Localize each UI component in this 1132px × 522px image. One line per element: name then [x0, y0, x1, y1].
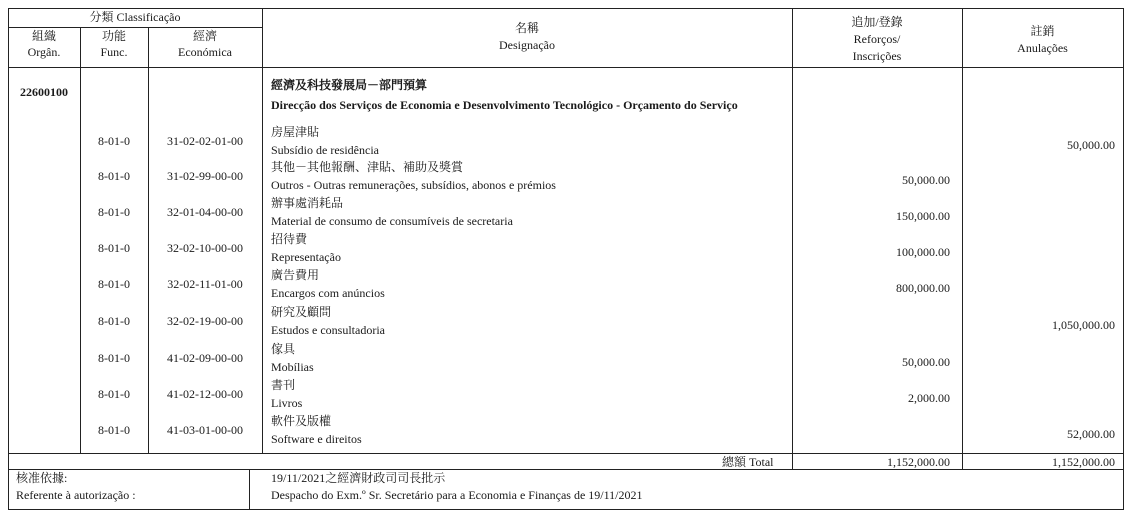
rule-total-label — [249, 469, 250, 510]
authorization-label-pt: Referente à autorização : — [16, 488, 136, 502]
authorization-label-zh: 核准依據: — [16, 471, 68, 485]
rule-top — [8, 8, 1124, 9]
classification-heading: 分類 Classificação — [89, 10, 181, 24]
rule-right — [1123, 8, 1124, 510]
item-name-pt: Outros - Outras remunerações, subsídios, abonos e prémios — [271, 178, 556, 192]
rule-economica — [262, 8, 263, 454]
functional-code: 8-01-0 — [98, 387, 130, 401]
anulacao-amount: 52,000.00 — [1067, 427, 1115, 441]
reforco-amount: 800,000.00 — [896, 281, 950, 295]
anulacao-amount: 50,000.00 — [1067, 138, 1115, 152]
authorization-text-pt: Despacho do Exm.º Sr. Secretário para a Economia e Finanças de 19/11/2021 — [271, 488, 643, 502]
total-label: 總額 Total — [722, 455, 774, 469]
economic-code: 41-03-01-00-00 — [167, 423, 243, 437]
item-name-pt: Mobílias — [271, 360, 314, 374]
anulacao-amount: 1,050,000.00 — [1052, 318, 1115, 332]
item-name-pt: Subsídio de residência — [271, 143, 379, 157]
rule-left — [8, 8, 9, 510]
item-name-pt: Representação — [271, 250, 341, 264]
economic-code: 31-02-02-01-00 — [167, 134, 243, 148]
funcional-heading-zh: 功能 — [101, 29, 126, 43]
anulacoes-heading-pt: Anulações — [1017, 41, 1068, 55]
economic-code: 32-02-10-00-00 — [167, 241, 243, 255]
rule-header-bottom — [8, 67, 1124, 68]
funcional-heading-pt: Func. — [100, 45, 128, 59]
rule-total-bottom — [8, 469, 1124, 470]
reforco-amount: 100,000.00 — [896, 245, 950, 259]
economic-code: 31-02-99-00-00 — [167, 169, 243, 183]
functional-code: 8-01-0 — [98, 277, 130, 291]
reforco-amount: 150,000.00 — [896, 209, 950, 223]
item-name-zh: 書刊 — [271, 378, 296, 392]
functional-code: 8-01-0 — [98, 205, 130, 219]
functional-code: 8-01-0 — [98, 351, 130, 365]
economica-heading-zh: 經濟 — [192, 29, 217, 43]
reforco-amount: 2,000.00 — [908, 391, 950, 405]
rule-table-bottom — [8, 453, 1124, 454]
functional-code: 8-01-0 — [98, 134, 130, 148]
item-name-zh: 研究及顧問 — [271, 305, 332, 319]
functional-code: 8-01-0 — [98, 169, 130, 183]
authorization-text-zh: 19/11/2021之經濟財政司司長批示 — [271, 471, 446, 485]
economic-code: 41-02-12-00-00 — [167, 387, 243, 401]
item-name-pt: Livros — [271, 396, 303, 410]
item-name-pt: Encargos com anúncios — [271, 286, 385, 300]
rule-class-header — [8, 27, 262, 28]
designacao-heading-zh: 名稱 — [514, 21, 539, 35]
item-name-zh: 廣告費用 — [271, 268, 320, 282]
total-reforcos: 1,152,000.00 — [887, 455, 950, 469]
organica-heading-pt: Orgân. — [27, 45, 61, 59]
reforcos-heading-pt2: Inscrições — [852, 49, 902, 63]
functional-code: 8-01-0 — [98, 241, 130, 255]
economic-code: 41-02-09-00-00 — [167, 351, 243, 365]
item-name-zh: 辦事處消耗品 — [271, 196, 344, 210]
organ-name-zh: 經濟及科技發展局－部門預算 — [271, 78, 428, 92]
anulacoes-heading-zh: 註銷 — [1030, 24, 1055, 38]
economic-code: 32-02-19-00-00 — [167, 314, 243, 328]
functional-code: 8-01-0 — [98, 423, 130, 437]
reforco-amount: 50,000.00 — [902, 355, 950, 369]
organ-name-pt: Direcção dos Serviços de Economia e Desenvolvimento Tecnológico - Orçamento do Serviço — [271, 98, 738, 112]
item-name-zh: 軟件及版權 — [271, 414, 332, 428]
economic-code: 32-01-04-00-00 — [167, 205, 243, 219]
rule-document-bottom — [8, 509, 1124, 510]
reforcos-heading-zh: 追加/登錄 — [851, 15, 903, 29]
item-name-zh: 傢具 — [271, 342, 296, 356]
item-name-zh: 招待費 — [271, 232, 308, 246]
economica-heading-pt: Económica — [178, 45, 232, 59]
organ-code: 22600100 — [20, 85, 68, 99]
reforco-amount: 50,000.00 — [902, 173, 950, 187]
organica-heading-zh: 組織 — [31, 29, 56, 43]
item-name-pt: Material de consumo de consumíveis de secretaria — [271, 214, 513, 228]
functional-code: 8-01-0 — [98, 314, 130, 328]
item-name-pt: Estudos e consultadoria — [271, 323, 385, 337]
item-name-pt: Software e direitos — [271, 432, 362, 446]
total-anulacoes: 1,152,000.00 — [1052, 455, 1115, 469]
economic-code: 32-02-11-01-00 — [167, 277, 243, 291]
rule-reforcos — [962, 8, 963, 470]
item-name-zh: 其他－其他報酬、津貼、補助及獎賞 — [271, 160, 464, 174]
item-name-zh: 房屋津貼 — [271, 125, 320, 139]
reforcos-heading-pt1: Reforços/ — [853, 32, 901, 46]
designacao-heading-pt: Designação — [499, 38, 555, 52]
